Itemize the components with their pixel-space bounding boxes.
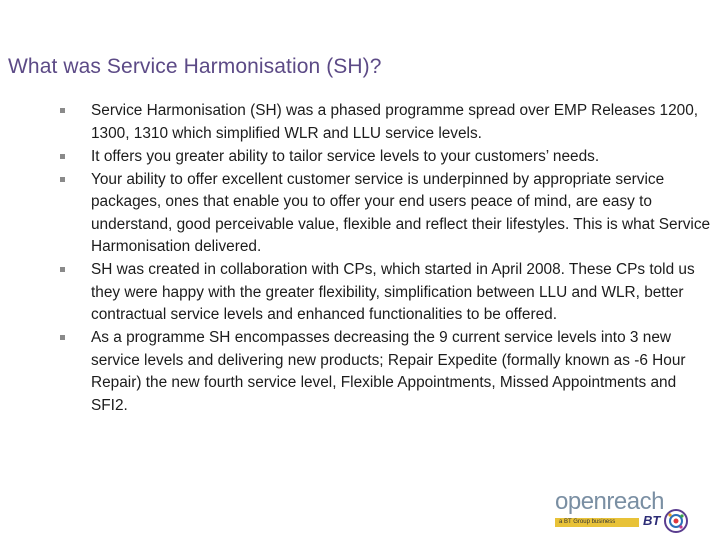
bullet-text: Your ability to offer excellent customer service is underpinned by appropriate service packages, ones that enable you to offer your end users peace of mind, are easy to understand, good perceivable value, flexible and reflect their lifestyles. This is what Service Harmonisation delivered. xyxy=(91,170,711,255)
square-bullet-icon xyxy=(60,267,65,272)
square-bullet-icon xyxy=(60,108,65,113)
bullet-item xyxy=(58,146,713,169)
bullet-item xyxy=(58,169,713,259)
bt-globe-icon xyxy=(663,508,689,534)
bullet-list xyxy=(58,100,713,418)
square-bullet-icon xyxy=(60,154,65,159)
logo-tagline: a BT Group business xyxy=(559,519,616,525)
slide-title: What was Service Harmonisation (SH)? xyxy=(8,55,382,78)
bullet-text: It offers you greater ability to tailor service levels to your customers’ needs. xyxy=(91,147,600,165)
square-bullet-icon xyxy=(60,335,65,340)
bullet-text: SH was created in collaboration with CPs, which started in April 2008. These CPs told us they were happy with the greater flexibility, simplification between LLU and WLR, better contractual service levels and enhanced functionalities to be offered. xyxy=(91,261,695,323)
openreach-logo xyxy=(553,488,693,533)
logo-bt-text: BT xyxy=(643,513,661,528)
square-bullet-icon xyxy=(60,177,65,182)
bullet-item xyxy=(58,100,713,145)
bullet-text: As a programme SH encompasses decreasing the 9 current service levels into 3 new service levels and delivering new products; Repair Expedite (formally known as -6 Hour Repair) the new fourth service level, Flexible Appointments, Missed Appointments and SFI2. xyxy=(91,329,686,414)
bullet-item xyxy=(58,259,713,327)
bullet-text: Service Harmonisation (SH) was a phased programme spread over EMP Releases 1200, 1300, 1310 which simplified WLR and LLU service levels. xyxy=(91,102,699,142)
bullet-item xyxy=(58,327,713,417)
logo-wordmark: openreach xyxy=(555,488,664,515)
